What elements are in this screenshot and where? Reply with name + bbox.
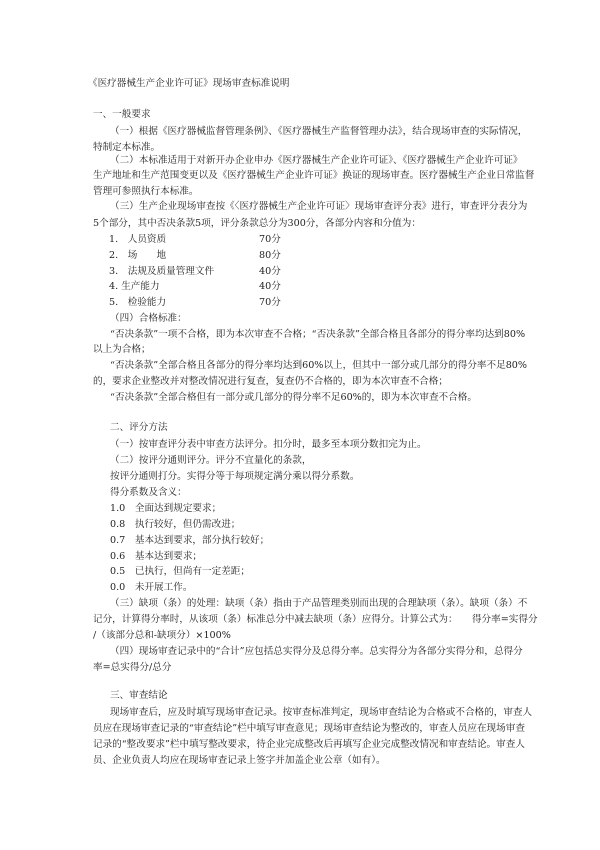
s3-line-1: 现场审查后，应及时填写现场审查记录。按审查标准判定，现场审查结论为合格或不合格的，审查人 [110,707,533,718]
part-score-5: 70分 [259,297,281,308]
coef-5: 0.5 已执行，但尚有一定差距； [110,566,250,577]
part-score-4: 40分 [259,281,281,292]
s3-line-3: 记录的“整改要求”栏中填写整改要求，待企业完成整改后再填写企业完成整改情况和审查结论。审查人 [93,739,525,750]
coef-1: 1.0 全面达到规定要求； [110,503,222,514]
s1-p4-line-2: 以上为合格； [93,344,151,355]
part-name-5: 5. 检验能力 [109,297,167,308]
part-name-2: 2. 场 地 [109,250,167,261]
s2-line-3: 按评分通则打分。实得分等于每项规定满分乘以得分系数。 [110,471,360,482]
s2-line-4: 得分系数及含义： [110,487,187,498]
section-1-heading: 一、一般要求 [93,109,151,120]
coef-2: 0.8 执行较好，但仍需改进； [110,519,241,530]
s2-p3-line-2: 记分，计算得分率时，从该项（条）标准总分中减去缺项（条）应得分。计算公式为： 得分率=实得分 [93,614,538,625]
coef-3: 0.7 基本达到要求，部分执行较好； [110,535,270,546]
coef-6: 0.0 未开展工作。 [110,582,193,593]
s1-p1-line-2: 特制定本标准。 [93,142,161,153]
s1-p2-line-2: 生产地址和生产范围变更以及《医疗器械生产企业许可证》换证的现场审查。医疗器械生产企业日常监督 [93,170,535,181]
s2-line-2: （二）按评分通则评分。评分不宜量化的条款， [110,455,312,466]
part-score-2: 80分 [259,250,281,261]
part-score-1: 70分 [259,234,281,245]
s2-p3-line-3: /（该部分总和-缺项分）×100% [93,630,231,641]
section-2-heading: 二、评分方法 [110,422,168,433]
part-name-4: 4. 生产能力 [109,281,160,292]
section-3-heading: 三、审查结论 [110,690,168,701]
s1-p4-line-4: 的，要求企业整改并对整改情况进行复查，复查仍不合格的，即为本次审查不合格； [93,376,448,387]
s1-p3-line-1: （三）生产企业现场审查按《〈医疗器械生产企业许可证〉现场审查评分表》进行，审查评分表分为 [110,201,528,212]
s2-p3-line-1: （三）缺项（条）的处理：缺项（条）指由于产品管理类别而出现的合理缺项（条）。缺项（条）不 [110,598,528,609]
s2-line-1: （一）按审查评分表中审查方法评分。扣分时，最多至本项分数扣完为止。 [110,439,427,450]
s1-p4-heading: （四）合格标准： [110,313,187,324]
s3-line-2: 员应在现场审查记录的“审查结论”栏中填写审查意见；现场审查结论为整改的，审查人员应在现场审查 [93,723,525,734]
s1-p4-line-3: “否决条款”全部合格且各部分的得分率均达到60%以上，但其中一部分或几部分的得分率不足80% [110,360,528,371]
s1-p4-line-5: “否决条款”全部合格但有一部分或几部分的得分率不足60%的，即为本次审查不合格。 [110,392,477,403]
part-name-1: 1. 人员资质 [109,234,167,245]
part-name-3: 3. 法规及质量管理文件 [109,266,215,277]
s2-p4-line-2: 率=总实得分/总分 [93,662,172,673]
s1-p2-line-3: 管理可参照执行本标准。 [93,186,199,197]
s3-line-4: 员、企业负责人均应在现场审查记录上签字并加盖企业公章（如有）。 [93,755,386,766]
coef-4: 0.6 基本达到要求； [110,551,203,562]
s1-p1-line-1: （一）根据《医疗器械监督管理条例》、《医疗器械生产监督管理办法》，结合现场审查的实际情况， [110,126,528,137]
s1-p2-line-1: （二）本标准适用于对新开办企业申办《医疗器械生产企业许可证》、《医疗器械生产企业许可证》 [110,155,523,166]
document-title: 《医疗器械生产企业许可证》现场审查标准说明 [88,78,290,89]
s1-p4-line-1: “否决条款”一项不合格，即为本次审查不合格；“否决条款”全部合格且各部分的得分率均达到80% [110,329,526,340]
s2-p4-line-1: （四）现场审查记录中的“合计”应包括总实得分及总得分率。总实得分为各部分实得分和，总得分 [110,646,523,657]
part-score-3: 40分 [259,266,281,277]
s1-p3-line-2: 5个部分，其中否决条款5项，评分条款总分为300分，各部分内容和分值为： [93,218,421,229]
